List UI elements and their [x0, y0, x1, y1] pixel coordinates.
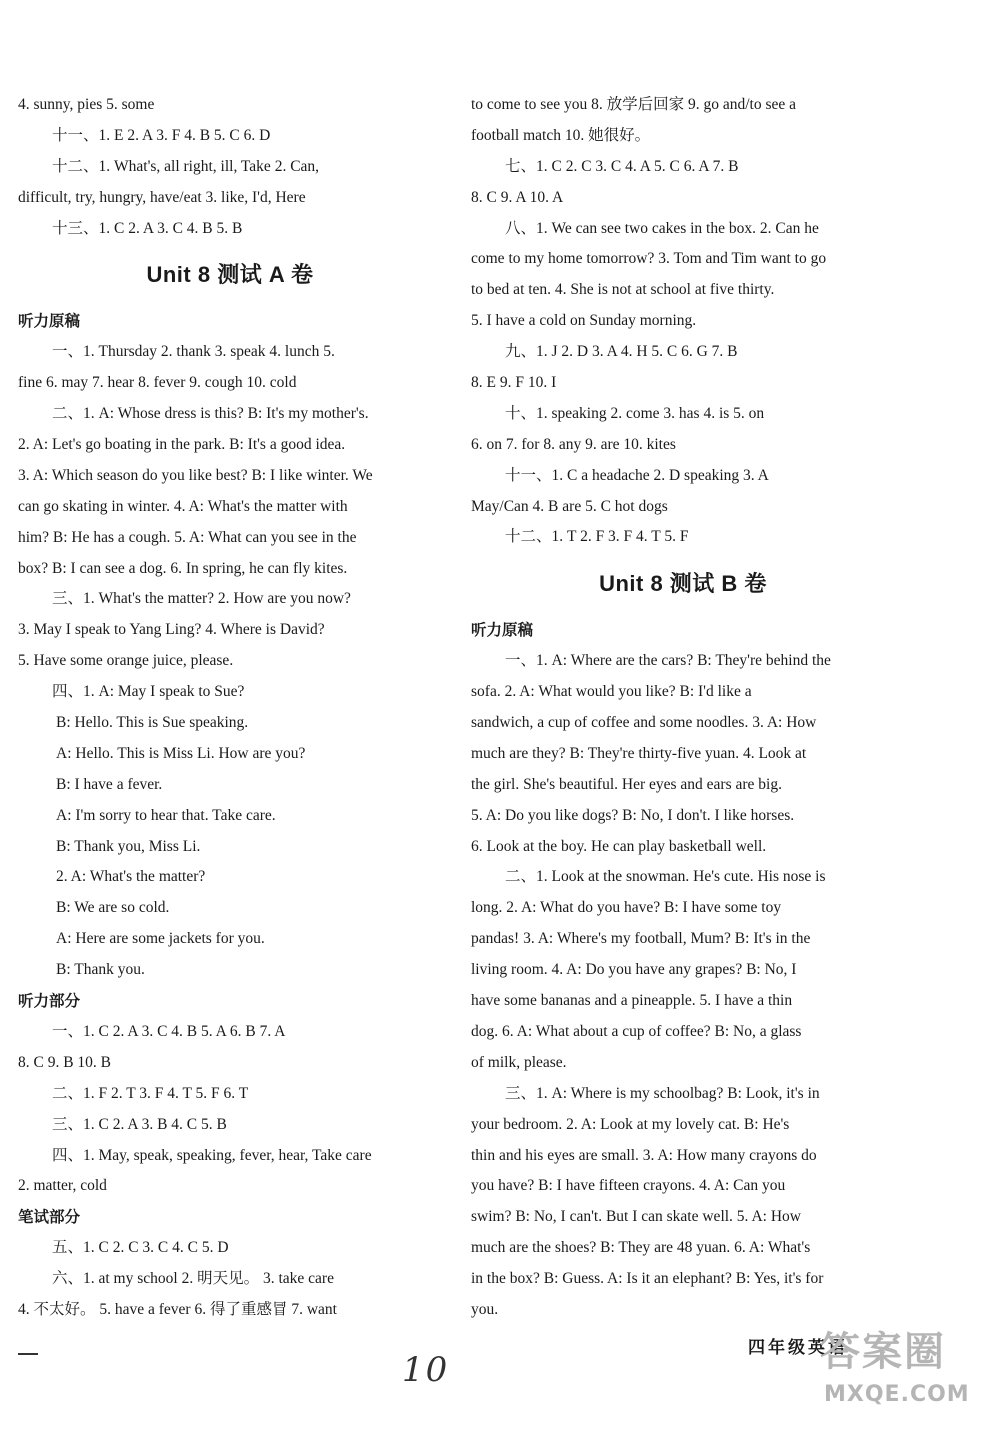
- answer-line: to bed at ten. 4. She is not at school at five thirty.: [471, 281, 775, 299]
- script-line: 二、1. Look at the snowman. He's cute. His nose is: [505, 868, 826, 886]
- answer-line: 十一、1. E 2. A 3. F 4. B 5. C 6. D: [52, 126, 271, 144]
- script-line: 一、1. Thursday 2. thank 3. speak 4. lunch 5.: [52, 343, 335, 361]
- script-line: B: We are so cold.: [56, 899, 170, 917]
- answer-line: football match 10. 她很好。: [471, 126, 651, 144]
- script-line: you.: [471, 1300, 499, 1318]
- answer-line: 九、1. J 2. D 3. A 4. H 5. C 6. G 7. B: [505, 343, 738, 361]
- footer-rule: [18, 1353, 38, 1355]
- script-line: have some bananas and a pineapple. 5. I have a thin: [471, 992, 793, 1010]
- listening-script-heading: 听力原稿: [18, 312, 81, 331]
- script-line: your bedroom. 2. A: Look at my lovely cat. B: He's: [471, 1115, 790, 1133]
- script-line: 3. A: Which season do you like best? B: I like winter. We: [18, 466, 373, 484]
- answer-line: 三、1. C 2. A 3. B 4. C 5. B: [52, 1115, 227, 1133]
- answer-line: 4. 不太好。 5. have a fever 6. 得了重感冒 7. want: [18, 1300, 337, 1318]
- written-part-heading: 笔试部分: [18, 1208, 81, 1227]
- script-line: fine 6. may 7. hear 8. fever 9. cough 10. cold: [18, 374, 297, 392]
- script-line: A: I'm sorry to hear that. Take care.: [56, 806, 276, 824]
- book-label: 四年级英语: [748, 1338, 848, 1358]
- answer-line: 十一、1. C a headache 2. D speaking 3. A: [505, 466, 769, 484]
- answer-line: 四、1. May, speak, speaking, fever, hear, Take care: [52, 1146, 372, 1164]
- script-line: you have? B: I have fifteen crayons. 4. A: Can you: [471, 1177, 786, 1195]
- answer-line: 八、1. We can see two cakes in the box. 2. Can he: [505, 219, 819, 237]
- script-line: of milk, please.: [471, 1053, 567, 1071]
- script-line: sandwich, a cup of coffee and some noodles. 3. A: How: [471, 714, 817, 732]
- script-line: 一、1. A: Where are the cars? B: They're behind the: [505, 652, 831, 670]
- script-line: 三、1. What's the matter? 2. How are you now?: [52, 590, 351, 608]
- script-line: 5. A: Do you like dogs? B: No, I don't. I like horses.: [471, 806, 795, 824]
- answer-line: 5. I have a cold on Sunday morning.: [471, 312, 697, 330]
- right-column: [471, 90, 895, 1326]
- handwritten-page-number: 10: [402, 1350, 450, 1390]
- answer-line: 4. sunny, pies 5. some: [18, 96, 155, 113]
- script-line: him? B: He has a cough. 5. A: What can you see in the: [18, 528, 357, 546]
- script-line: B: Thank you, Miss Li.: [56, 837, 201, 855]
- answer-line: May/Can 4. B are 5. C hot dogs: [471, 497, 668, 515]
- script-line: 2. A: What's the matter?: [56, 868, 206, 886]
- answer-line: 十二、1. What's, all right, ill, Take 2. Can,: [52, 157, 320, 175]
- script-line: 四、1. A: May I speak to Sue?: [52, 683, 245, 701]
- script-line: 2. A: Let's go boating in the park. B: It's a good idea.: [18, 436, 346, 454]
- answer-line: 6. on 7. for 8. any 9. are 10. kites: [471, 435, 676, 453]
- script-line: swim? B: No, I can't. But I can skate well. 5. A: How: [471, 1208, 801, 1226]
- script-line: living room. 4. A: Do you have any grapes? B: No, I: [471, 961, 797, 979]
- script-line: dog. 6. A: What about a cup of coffee? B: No, a glass: [471, 1022, 802, 1040]
- watermark-url: MXQE.COM: [824, 1382, 970, 1407]
- script-line: A: Hello. This is Miss Li. How are you?: [56, 744, 306, 762]
- script-line: in the box? B: Guess. A: Is it an elephant? B: Yes, it's for: [471, 1270, 824, 1288]
- listening-part-heading: 听力部分: [18, 992, 81, 1011]
- left-column: [18, 90, 442, 1326]
- script-line: long. 2. A: What do you have? B: I have some toy: [471, 899, 782, 917]
- script-line: thin and his eyes are small. 3. A: How many crayons do: [471, 1146, 817, 1164]
- script-line: box? B: I can see a dog. 6. In spring, he can fly kites.: [18, 559, 348, 577]
- answer-line: come to my home tomorrow? 3. Tom and Tim want to go: [471, 250, 827, 268]
- answer-line: difficult, try, hungry, have/eat 3. like, I'd, Here: [18, 188, 306, 206]
- answer-line: 六、1. at my school 2. 明天见。 3. take care: [52, 1270, 334, 1288]
- answer-line: 十三、1. C 2. A 3. C 4. B 5. B: [52, 219, 243, 237]
- script-line: 三、1. A: Where is my schoolbag? B: Look, it's in: [505, 1084, 820, 1102]
- script-line: 6. Look at the boy. He can play basketball well.: [471, 837, 767, 855]
- answer-line: 一、1. C 2. A 3. C 4. B 5. A 6. B 7. A: [52, 1022, 286, 1040]
- answer-line: 七、1. C 2. C 3. C 4. A 5. C 6. A 7. B: [505, 157, 739, 175]
- answer-line: 8. C 9. A 10. A: [471, 188, 564, 206]
- script-line: A: Here are some jackets for you.: [56, 930, 265, 948]
- script-line: can go skating in winter. 4. A: What's the matter with: [18, 497, 348, 515]
- script-line: much are they? B: They're thirty-five yuan. 4. Look at: [471, 744, 807, 762]
- script-line: B: Thank you.: [56, 961, 145, 979]
- script-line: much are the shoes? B: They are 48 yuan. 6. A: What's: [471, 1239, 811, 1257]
- answer-line: 二、1. F 2. T 3. F 4. T 5. F 6. T: [52, 1084, 249, 1102]
- script-line: 二、1. A: Whose dress is this? B: It's my mother's.: [52, 405, 369, 423]
- script-line: B: Hello. This is Sue speaking.: [56, 714, 249, 732]
- watermark-logo-text: 答案圈: [820, 1329, 946, 1375]
- answer-line: 十、1. speaking 2. come 3. has 4. is 5. on: [505, 404, 765, 422]
- script-line: 3. May I speak to Yang Ling? 4. Where is David?: [18, 621, 325, 639]
- answer-line: 8. C 9. B 10. B: [18, 1053, 112, 1071]
- unit-8-test-b-title: Unit 8 测试 B 卷: [599, 571, 767, 597]
- answer-line: 8. E 9. F 10. I: [471, 374, 557, 392]
- answer-line: to come to see you 8. 放学后回家 9. go and/to see a: [471, 96, 797, 113]
- answer-line: 十二、1. T 2. F 3. F 4. T 5. F: [505, 528, 689, 546]
- answer-line: 五、1. C 2. C 3. C 4. C 5. D: [52, 1239, 229, 1257]
- unit-8-test-a-title: Unit 8 测试 A 卷: [146, 262, 314, 288]
- site-watermark: [812, 1316, 992, 1422]
- listening-script-heading: 听力原稿: [471, 621, 534, 640]
- answer-line: 2. matter, cold: [18, 1177, 107, 1195]
- script-line: pandas! 3. A: Where's my football, Mum? B: It's in the: [471, 930, 811, 948]
- script-line: the girl. She's beautiful. Her eyes and ears are big.: [471, 775, 782, 793]
- script-line: 5. Have some orange juice, please.: [18, 652, 234, 670]
- script-line: sofa. 2. A: What would you like? B: I'd like a: [471, 683, 752, 701]
- script-line: B: I have a fever.: [56, 775, 163, 793]
